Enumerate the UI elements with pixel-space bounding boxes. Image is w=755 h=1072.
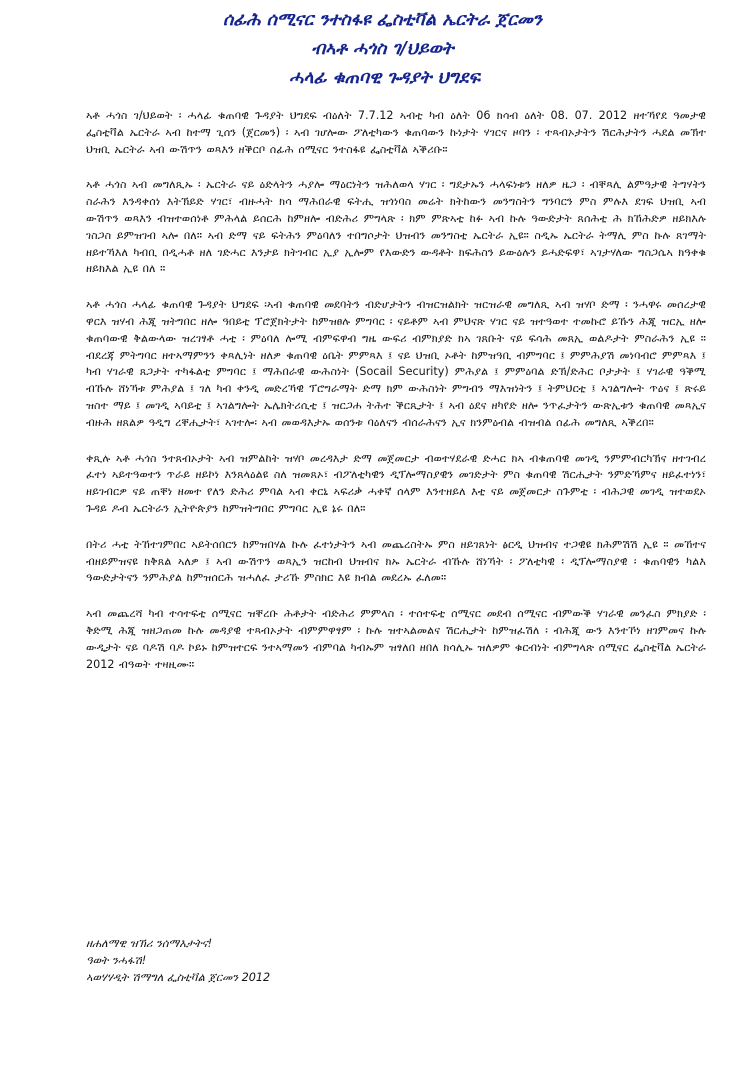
paragraph-eritrea-overview: ኣቶ ሓጎስ ኣብ መግለጺኡ ፡ ኤርትራ ናይ ዕድላትን ሓያሎ ማዕርነትን ዝሕለወላ ሃገር ፡ ግደታኡን ሓላፍነቱን ዘለዎ ዜጋ ፡ ብቐጻሊ ልምዓታዊ ትግሃትን ስራሕን እንዳቀሰነ እትኽይድ ሃገር፣ ብዙሓት ክሳ ማሕበራዊ ፍትሒ ዝጎነባስ መሬት ክትከውን መንግስትን ግንባርን ምስ ምሉእ ደገፍ ህዝቢ ኣብ ውሽጥን ወጻእን ብዝተወሰነቶ ምሕላል ይሰርሕ ከምዘሎ ብድሕሪ ምግላጽ ፡ ክም ምጽኣቲ ከፉ ኣብ ኩሉ ዓውድታት ጸሰሕቲ ሕ ክኸሕድዎ ዘይክእሉ ገስጋስ ይምዝገብ ኣሎ በለ። ኣብ ድማ ናይ ፍትሕን ምዕባለን ተበግሶታት ህዝብን መንግስቲ ኤርትራ ኢዩ። ስዲኡ ኤርትራ ትማሊ ምስ ኩሉ ጸገማት ዘይተኻእለ ካብቢ በዲሓቶ ዘለ ገድሓር እንታይ ክትገብር ኢያ ኢሎም የእውድን ውዳቶት ክፍሕስን ይውዕሉን ይሓድፍዋ፣ ኣገታሃለው ግስጋሴኣ ክዓቀቁ ዘይክእል ኢዩ በለ ። (86, 178, 706, 276)
header-speaker-role: ሓላፊ ቁጠባዊ ጉዳያት ህግደፍ (289, 68, 480, 88)
closing-line-victory: ዓወት ንሓፋሽ! (86, 953, 147, 967)
closing-line-committee: ኣወሃሃዲት ሽማግለ ፌስቲቫል ጀርመን 2012 (86, 970, 271, 984)
header-title: ሰፊሕ ሰሚናር ንተስፋዩ ፌስቲቫል ኤርትራ ጀርመን (222, 10, 543, 30)
paragraph-conclusion: ኣብ መጨረሻ ካብ ተሳተፍቲ ሰሚናር ዝቐረቡ ሕቶታት ብድሕሪ ምምላስ ፡ ተሰተፍቲ ሰሚናር መደብ ሰሚናር ብምውቕ ሃገራዊ መንፈስ ምክያድ ፡ ቅድሚ ሕጂ ዝዘጋጠመ ኩሉ መዳያዊ ተጻብኦታት ብምምዋፃም ፡ ኩሉ ዝተኣልመልና ሽርሒታት ከምዝፈሽለ ፡ ብሕጂ ውን እንተኾነ ዘገምመና ኩሉ ውዲታት ናይ ባዶሽ ባዶ ኮይኑ ከምዝተርፍ ንተኣማመን ብምባል ካብኡም ዝፃለበ ዘበለ ክሳሊኡ ዝለዎም ቁርብነት ብምግላጽ ሰሚናር ፌስቲቫል ኤርትራ 2012 ብዓወት ተዛዚሙ። (86, 607, 706, 671)
paragraph-hostilities: ቀጺሉ ኣቶ ሓጎስ ንተጸብኦታት ኣብ ዝምልከት ዝሃቦ መረዳእታ ድማ መጀመርታ ብወተሃደራዊ ድሓር ክኣ ብቁጠባዊ መገዲ ንምምብርካኽና ዘተገብረ ፈተነ ኣይተዓወተን ጥራይ ዘይኮነ እንጸላዕልዩ ስለ ዝመጸኦ፣ ብፖለቲካዊን ዲፕሎማስያዊን መገድታት ምስ ቁጠባዊ ሽርሒታት ንምድኻምና ዘይፈተነን፣ ዘይገብርዎ ናይ ጠቐነ ዘመተ የለን ድሕሪ ምባል ኣብ ቀርኒ ኣፍሪቃ ሓቀኛ ሰላም እንተዘይለ እቲ ናይ መጀመርታ ስጉምቲ ፡ ብሕጋዊ መገዲ ዝተወደኦ ጉዳይ ዶብ ኤርትራን ኢትዮጵያን ከምዝትግበር ምግባር ኢዩ ኔሩ በለ። (86, 451, 706, 515)
closing-signoff (86, 936, 270, 986)
header-speaker-name: ብኣቶ ሓጎስ ገ/ህይወት (311, 39, 454, 59)
closing-line-martyrs: ዘሐለማዊ ዝኽሪ ንሰማእታትና! (86, 937, 213, 950)
document-header (0, 6, 755, 93)
paragraph-resistance: በትሪ ሓቲ ትኸተገምበር ኣይትሰበርን ከምዝበሃል ኩሉ ፈተነታትን ኣብ መጨረስትኡ ምስ ዘይገጸነት ፅርዲ ህዝብና ተጋዊዩ ክሕምሽሽ ኢዩ ። መኸተና ብዘይምዝናዩ ክቅጸል ኣለዎ ፤ ኣብ ውሽጥን ወጻኢን ዝርከብ ህዝብና ክኡ ኤርትራ ብኹሉ ሸነኻት ፡ ፖለቲካዊ ፡ ዲፕሎማስያዊ ፡ ቁጠባዊን ካልእ ዓውድታትናን ንምሕያል ከምዝሰርሕ ዝሓለፈ ታሪኹ ምስክር እዩ ክብል መደረኡ ፈለመ። (86, 537, 706, 585)
document-body (86, 108, 706, 692)
paragraph-intro: ኣቶ ሓጎስ ገ/ህይወት ፡ ሓላፊ ቁጠባዊ ጉዳያት ህግደፍ ብዕለት 7.7.12 ኣብቲ ካብ ዕለት 06 ክሳብ ዕለት 08. 07. 2012 ዘተኻየደ ዓመታዊ ፌስቲቫል ኤርትራ ኣብ ከተማ ጊሰን (ጀርመን) ፡ ኣብ ገሆሎው ፖለቲካውን ቁጠባውን ኩነታት ሃገርና ዞባን ፡ ተጻብኦታትን ሽርሕታትን ሓደል መኽተ ህዝቢ ኤርትራ ኣብ ውሽጥን ወጻእን ዘቕርቦ ሰፊሕ ሰሚናር ንተስፋዩ ፌስቲቫል ኣቕሪቡ። (86, 109, 706, 156)
paragraph-economic-plans: ኣቶ ሓጎስ ሓላፊ ቁጠባዊ ጉዳያት ህግደፍ ፡ኣብ ቁጠባዊ መደባትን ብድሆታትን ብዝርዝልክት ዝርዝራዊ መግለጺ ኣብ ዝሃቦ ድማ ፡ ንሓዋሩ መሰረታዊ ዋርእ ዝሃብ ሕጂ ዝትግበር ዘሎ ዓበይቲ ፕሮጀክትታት ከምዝፀሉ ምግባር ፡ ናይቶም ኣብ ምህናጽ ሃገር ናይ ዝተዓወተ ተመኩሮ ይኹን ሕጂ ዝርኢ ዘሎ ቁጠባውዊ ቅልውላው ዝረገፃቶ ሓቲ ፡ ምዕባለ ሎሚ ብምፍዋብ ግዜ ውፍሪ ብምክያድ ክኣ ገጸቡት ናይ ፍሳሕ መጸኢ ወልዶታት ምስራሕን ኢዩ ። ብደረጃ ምትግባር ዘተኣማምንን ቀጻሊነት ዘለዎ ቁጠባዊ ዕቤት ምምጻእ ፤ ናይ ህዝቢ ኦቶት ከምዝዓቢ ብምግባር ፤ ምምሕያሽ መነባብሮ ምምጻእ ፤ ካብ ሃገራዊ ጸጋታት ተካፋልቲ ምግባር ፤ ማሕበራዊ ውሕስነት (Socail Security) ምሕያል ፤ ምምዕባል ድኽ/ድሕር ቦታታት ፤ ሃገራዊ ዓቕሚ ብኹሉ ሸነኻቱ ምሕያል ፤ ገለ ካብ ቀንዲ መድረኻዊ ፕሮግራማት ድማ ክም ውሕስነት ምግብን ማእዝነትን ፤ ትምህርቲ ፤ ኣገልግሎት ጥዕና ፤ ጽሩይ ዝስተ ማይ ፤ መገዲ ኣባይቲ ፤ ኣገልግሎት ኤሌክትሪሲቲ ፤ ዝርጋሐ ትሕተ ቕርጺታት ፤ ኣብ ዕደና ዘካየድ ዘሎ ንጥፈታትን ውጽኢቱን ቁጠባዊ መጻኢና ብዙሕ ዘጸልዎ ዓዲግ ረቐሒታት፣ ኣገተሎ፡ ኣብ መወዳእታኡ ወሰንቱ ባዕለናን ብሰራሕናን ኢና ክንምዕብል ብዝብል ሰፊሕ መግለጺ ኣቕረበ። (86, 298, 706, 429)
